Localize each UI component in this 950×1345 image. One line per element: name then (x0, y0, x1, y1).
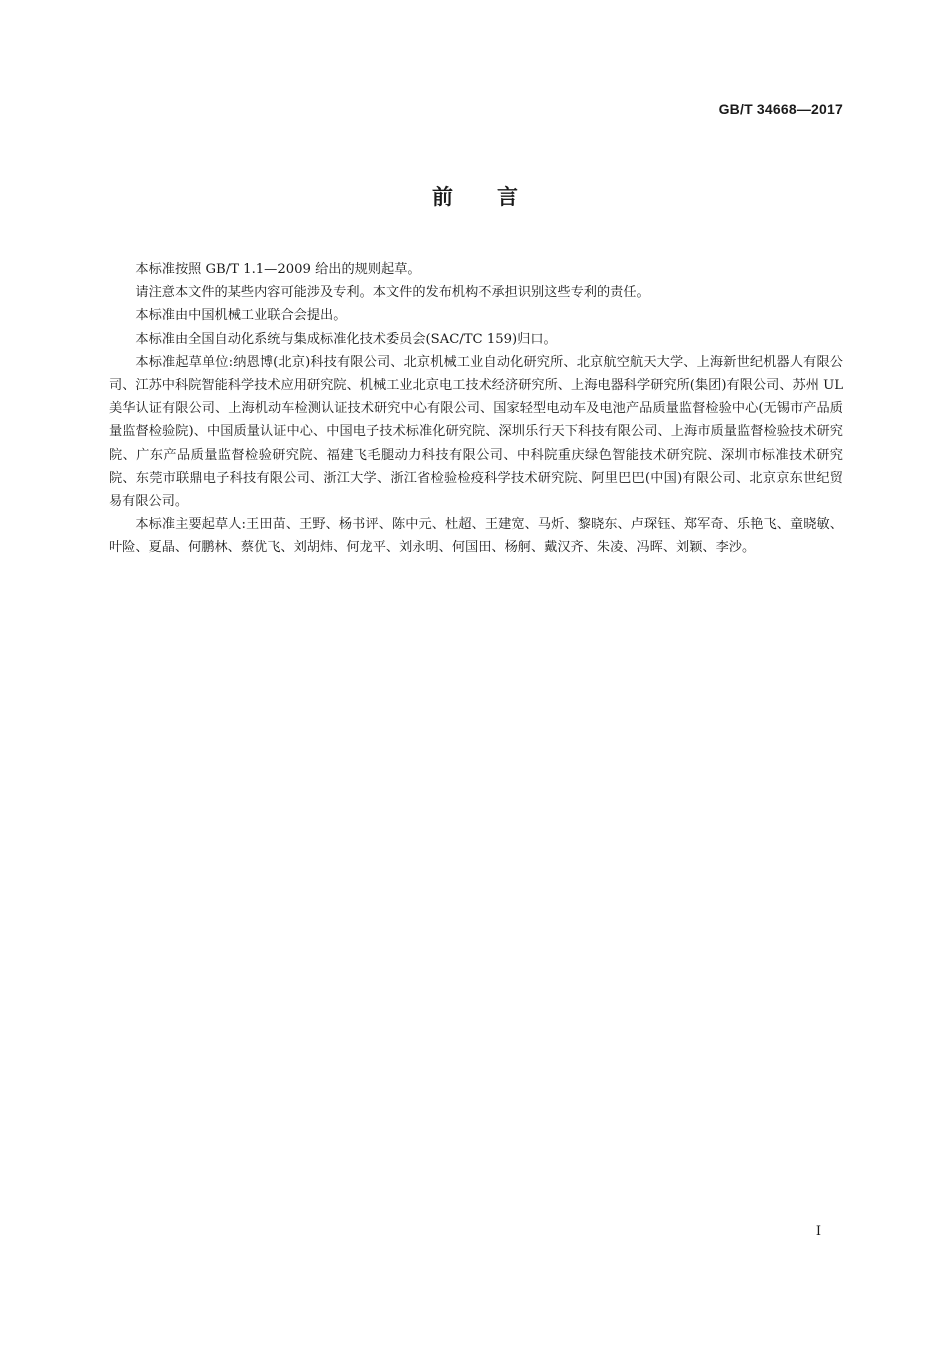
paragraph-proposer: 本标准由中国机械工业联合会提出。 (135, 308, 347, 324)
paragraph-committee: 本标准由全国自动化系统与集成标准化技术委员会(SAC/TC 159)归口。 (135, 331, 557, 347)
paragraph-patent-notice: 请注意本文件的某些内容可能涉及专利。本文件的发布机构不承担识别这些专利的责任。 (135, 285, 650, 301)
paragraph-drafters: 本标准主要起草人:王田苗、王野、杨书评、陈中元、杜超、王建宽、马炘、黎晓东、卢琛钰、郑军奇、乐艳飞、童晓敏、叶险、夏晶、何鹏林、蔡优飞、刘胡炜、何龙平、刘永明、何国田、杨舸、戴汉齐、朱凌、冯晖、刘颖、李沙。 (109, 517, 843, 556)
paragraph-drafting-rules: 本标准按照 GB/T 1.1—2009 给出的规则起草。 (135, 262, 421, 277)
standard-code: GB/T 34668—2017 (718, 101, 843, 117)
page-title: 前言 (432, 185, 562, 209)
foreword-body (109, 258, 843, 560)
paragraph-drafting-units: 本标准起草单位:纳恩博(北京)科技有限公司、北京机械工业自动化研究所、北京航空航天大学、上海新世纪机器人有限公司、江苏中科院智能科学技术应用研究院、机械工业北京电工技术经济研究所、上海电器科学研究所(集团)有限公司、苏州 UL 美华认证有限公司、上海机动车检测认证技术研究中心有限公司、国家轻型电动车及电池产品质量监督检验中心(无锡市产品质量监督检验院)、中国质量认证中心、中国电子技术标准化研究院、深圳乐行天下科技有限公司、上海市质量监督检验技术研究院、广东产品质量监督检验研究院、福建飞毛腿动力科技有限公司、中科院重庆绿色智能技术研究院、深圳市标准技术研究院、东莞市联鼎电子科技有限公司、浙江大学、浙江省检验检疫科学技术研究院、阿里巴巴(中国)有限公司、北京京东世纪贸易有限公司。 (109, 354, 843, 510)
page-number: I (815, 1224, 821, 1239)
